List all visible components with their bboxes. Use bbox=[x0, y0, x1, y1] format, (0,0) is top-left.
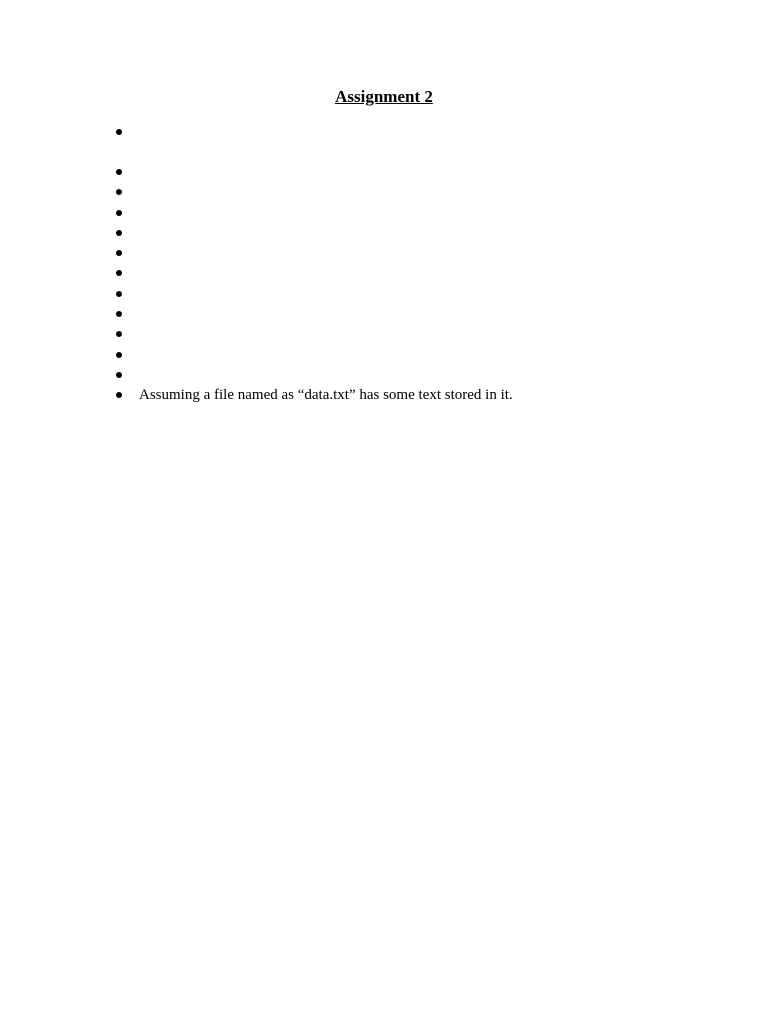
list-item bbox=[112, 284, 672, 304]
bullet-icon bbox=[116, 129, 122, 135]
bullet-icon bbox=[116, 230, 122, 236]
bullet-icon bbox=[116, 210, 122, 216]
bullet-icon bbox=[116, 331, 122, 337]
list-item bbox=[112, 182, 672, 202]
bullet-icon bbox=[116, 291, 122, 297]
bullet-icon bbox=[116, 392, 122, 398]
list-item bbox=[112, 324, 672, 344]
bullet-icon bbox=[116, 311, 122, 317]
list-item bbox=[112, 365, 672, 385]
list-item bbox=[112, 223, 672, 243]
bullet-icon bbox=[116, 270, 122, 276]
list-item bbox=[112, 122, 672, 162]
bullet-icon bbox=[116, 352, 122, 358]
bullet-list bbox=[112, 122, 672, 406]
document-title: Assignment 2 bbox=[335, 87, 433, 106]
list-item bbox=[112, 385, 672, 405]
list-item bbox=[112, 203, 672, 223]
list-item-text: Assuming a file named as “data.txt” has some text stored in it. bbox=[139, 387, 513, 404]
list-item bbox=[112, 243, 672, 263]
bullet-icon bbox=[116, 169, 122, 175]
bullet-icon bbox=[116, 189, 122, 195]
list-item bbox=[112, 304, 672, 324]
bullet-icon bbox=[116, 372, 122, 378]
list-item bbox=[112, 263, 672, 283]
list-item bbox=[112, 345, 672, 365]
list-item bbox=[112, 162, 672, 182]
bullet-icon bbox=[116, 250, 122, 256]
